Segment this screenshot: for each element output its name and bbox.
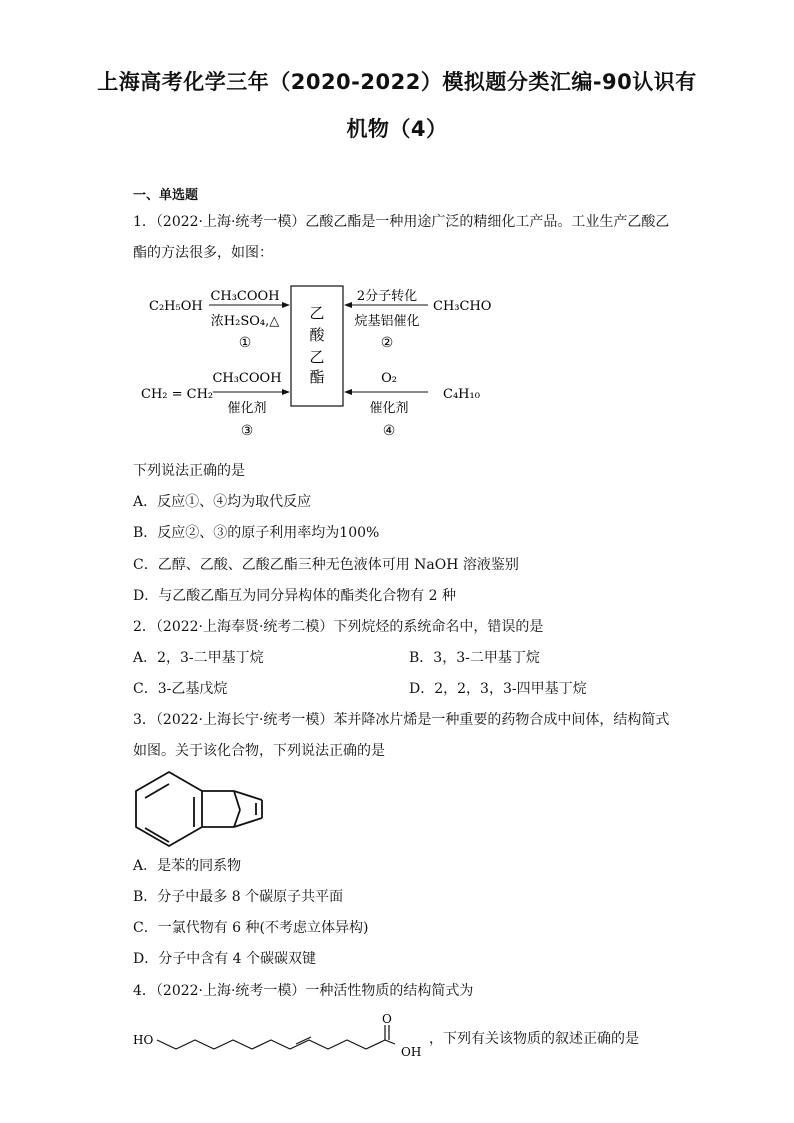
r4-reactant: C₄H₁₀ — [443, 387, 480, 402]
q4-ho-label: HO — [133, 1033, 154, 1047]
r1-condition: 浓H₂SO₄,△ — [210, 314, 280, 329]
benzonorbornadiene-structure — [130, 770, 275, 852]
r4-number: ④ — [382, 423, 396, 439]
q2-option-a[interactable]: A．2，3-二甲基丁烷 — [133, 650, 264, 666]
q4-oh-label: OH — [401, 1045, 422, 1059]
r3-number: ③ — [240, 423, 254, 439]
q4-o-label: O — [382, 1012, 392, 1026]
q3-option-d[interactable]: D．分子中含有 4 个碳碳双键 — [133, 951, 317, 967]
q3-stem-line2: 如图。关于该化合物，下列说法正确的是 — [133, 743, 385, 759]
q2-option-c[interactable]: C．3-乙基戊烷 — [133, 681, 228, 697]
q4-structure — [133, 1012, 433, 1064]
r2-reactant: CH₃CHO — [433, 299, 492, 314]
doc-title-line1: 上海高考化学三年（2020-2022）模拟题分类汇编-90认识有 — [97, 70, 697, 94]
r1-reagent: CH₃COOH — [210, 289, 280, 304]
q1-stem-line2: 酯的方法很多，如图： — [133, 245, 273, 261]
box-char-2: 酸 — [309, 326, 325, 344]
q1-option-a[interactable]: A．反应①、④均为取代反应 — [133, 494, 312, 510]
q3-option-a[interactable]: A．是苯的同系物 — [133, 858, 242, 874]
q2-stem: 2．（2022·上海奉贤·统考二模）下列烷烃的系统命名中，错误的是 — [133, 619, 544, 635]
q1-option-b[interactable]: B．反应②、③的原子利用率均为100% — [133, 525, 380, 541]
r1-number: ① — [238, 335, 252, 351]
q2-option-d[interactable]: D．2，2，3，3-四甲基丁烷 — [409, 681, 587, 697]
r1-reactant: C₂H₅OH — [149, 299, 203, 314]
q3-stem-line1: 3．（2022·上海长宁·统考一模）苯并降冰片烯是一种重要的药物合成中间体，结构简式 — [133, 712, 670, 728]
r4-condition: 催化剂 — [369, 401, 409, 416]
r2-label: 2分子转化 — [356, 289, 418, 304]
r2-condition: 烷基铝催化 — [354, 314, 420, 329]
r4-reagent: O₂ — [381, 371, 397, 386]
q4-tail: ，下列有关该物质的叙述正确的是 — [429, 1031, 639, 1047]
q3-option-b[interactable]: B．分子中最多 8 个碳原子共平面 — [133, 889, 344, 905]
r3-reagent: CH₃COOH — [212, 371, 282, 386]
q2-option-b[interactable]: B．3，3-二甲基丁烷 — [409, 650, 540, 666]
r3-condition: 催化剂 — [227, 401, 267, 416]
box-char-4: 酯 — [309, 368, 325, 386]
q1-stem-line1: 1．（2022·上海·统考一模）乙酸乙酯是一种用途广泛的精细化工产品。工业生产乙酸乙 — [133, 214, 670, 230]
q1-reaction-diagram — [133, 278, 533, 443]
box-char-3: 乙 — [309, 348, 325, 366]
q1-prompt: 下列说法正确的是 — [133, 463, 245, 479]
q3-option-c[interactable]: C．一氯代物有 6 种(不考虑立体异构) — [133, 920, 369, 936]
box-char-1: 乙 — [309, 304, 325, 322]
q1-option-d[interactable]: D．与乙酸乙酯互为同分异构体的酯类化合物有 2 种 — [133, 588, 457, 604]
doc-title-line2: 机物（4） — [346, 117, 448, 141]
q4-stem: 4．（2022·上海·统考一模）一种活性物质的结构简式为 — [133, 983, 474, 999]
r3-reactant: CH₂ = CH₂ — [141, 387, 214, 402]
section-heading: 一、单选题 — [133, 188, 199, 203]
q1-option-c[interactable]: C．乙醇、乙酸、乙酸乙酯三种无色液体可用 NaOH 溶液鉴别 — [133, 557, 519, 573]
r2-number: ② — [380, 335, 394, 351]
